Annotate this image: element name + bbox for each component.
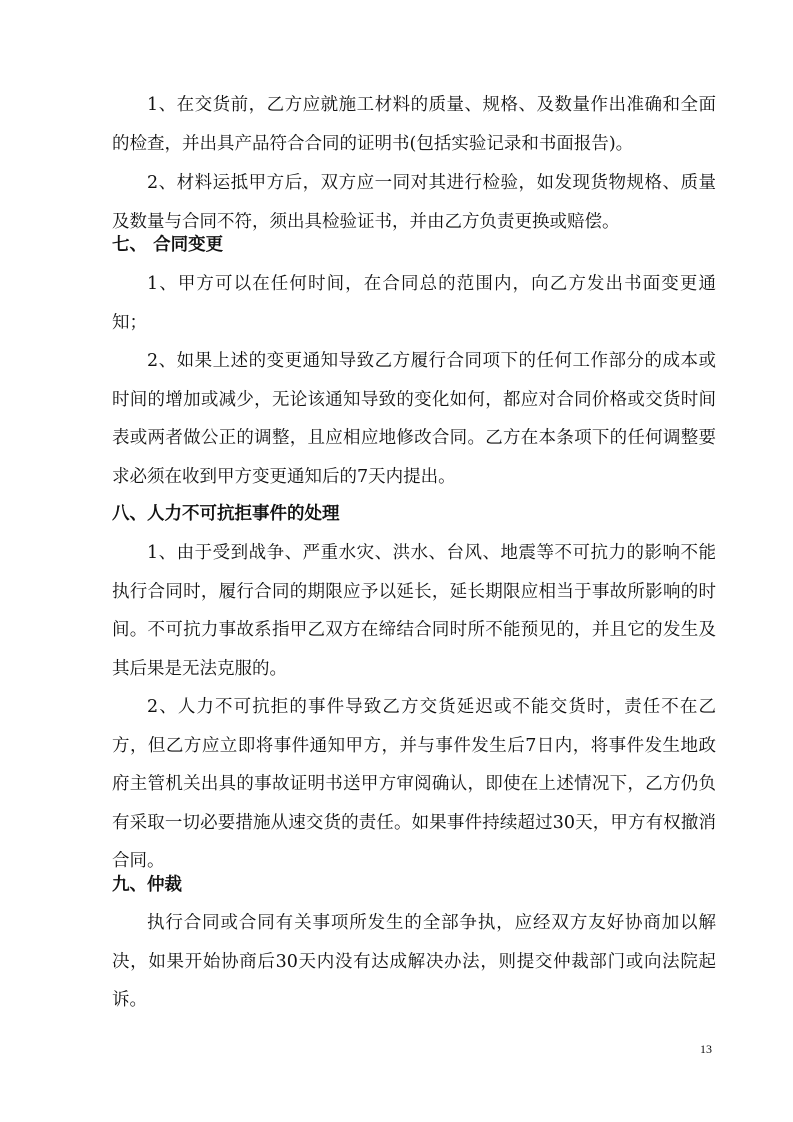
- heading-force-majeure: 八、人力不可抗拒事件的处理: [112, 504, 340, 524]
- paragraph-change-adjustment: 2、如果上述的变更通知导致乙方履行合同项下的任何工作部分的成本或时间的增加或减少，无论该通知导致的变化如何，都应对合同价格或交货时间表或两者做公正的调整，且应相应地修改合同。乙方在本条项下的任何调整要求必须在收到甲方变更通知后的7天内提出。: [112, 351, 716, 487]
- heading-contract-change: 七、 合同变更: [112, 235, 224, 255]
- paragraph-inspection-after-arrival: 2、材料运抵甲方后，双方应一同对其进行检验，如发现货物规格、质量及数量与合同不符，须出具检验证书，并由乙方负责更换或赔偿。: [112, 173, 716, 232]
- heading-arbitration: 九、仲裁: [112, 875, 182, 895]
- paragraph-inspection-before-delivery: 1、在交货前，乙方应就施工材料的质量、规格、及数量作出准确和全面的检查，并出具产品符合合同的证明书(包括实验记录和书面报告)。: [112, 95, 716, 154]
- paragraph-force-majeure-extension: 1、由于受到战争、严重水灾、洪水、台风、地震等不可抗力的影响不能执行合同时，履行合同的期限应予以延长，延长期限应相当于事故所影响的时间。不可抗力事故系指甲乙双方在缔结合同时所不能预见的，并且它的发生及其后果是无法克服的。: [112, 543, 716, 679]
- paragraph-arbitration: 执行合同或合同有关事项所发生的全部争执，应经双方友好协商加以解决，如果开始协商后30天内没有达成解决办法，则提交仲裁部门或向法院起诉。: [112, 913, 716, 1010]
- paragraph-force-majeure-notice: 2、人力不可抗拒的事件导致乙方交货延迟或不能交货时，责任不在乙方，但乙方应立即将事件通知甲方，并与事件发生后7日内，将事件发生地政府主管机关出具的事故证明书送甲方审阅确认，即使在上述情况下，乙方仍负有采取一切必要措施从速交货的责任。如果事件持续超过30天，甲方有权撤消合同。: [112, 697, 716, 871]
- paragraph-change-notice: 1、甲方可以在任何时间，在合同总的范围内，向乙方发出书面变更通知；: [112, 274, 716, 333]
- page-number: 13: [700, 1042, 712, 1056]
